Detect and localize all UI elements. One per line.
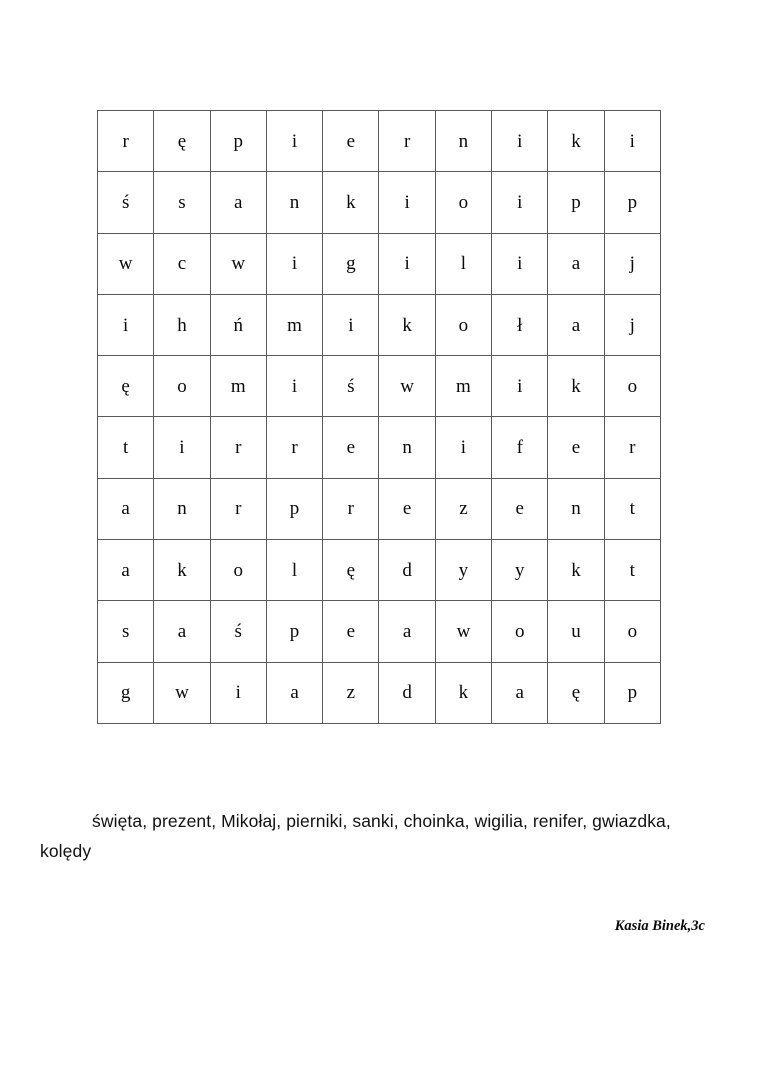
grid-cell[interactable]: r bbox=[210, 478, 266, 539]
grid-cell[interactable]: i bbox=[379, 172, 435, 233]
grid-cell[interactable]: s bbox=[154, 172, 210, 233]
grid-cell[interactable]: i bbox=[604, 111, 660, 172]
grid-cell[interactable]: w bbox=[210, 233, 266, 294]
grid-cell[interactable]: n bbox=[379, 417, 435, 478]
grid-cell[interactable]: a bbox=[548, 294, 604, 355]
grid-cell[interactable]: i bbox=[210, 662, 266, 723]
grid-cell[interactable]: e bbox=[323, 601, 379, 662]
grid-row bbox=[98, 172, 661, 233]
grid-cell[interactable]: n bbox=[266, 172, 322, 233]
grid-cell[interactable]: o bbox=[435, 294, 491, 355]
grid-cell[interactable]: a bbox=[98, 540, 154, 601]
grid-cell[interactable]: k bbox=[323, 172, 379, 233]
grid-cell[interactable]: ę bbox=[548, 662, 604, 723]
grid-cell[interactable]: j bbox=[604, 233, 660, 294]
grid-row bbox=[98, 662, 661, 723]
grid-row bbox=[98, 356, 661, 417]
grid-cell[interactable]: e bbox=[323, 417, 379, 478]
grid-cell[interactable]: i bbox=[154, 417, 210, 478]
grid-cell[interactable]: l bbox=[435, 233, 491, 294]
grid-cell[interactable]: a bbox=[98, 478, 154, 539]
grid-cell[interactable]: k bbox=[548, 111, 604, 172]
grid-cell[interactable]: a bbox=[492, 662, 548, 723]
grid-cell[interactable]: t bbox=[604, 540, 660, 601]
grid-cell[interactable]: w bbox=[154, 662, 210, 723]
grid-cell[interactable]: ń bbox=[210, 294, 266, 355]
grid-cell[interactable]: a bbox=[154, 601, 210, 662]
grid-cell[interactable]: n bbox=[548, 478, 604, 539]
grid-cell[interactable]: i bbox=[323, 294, 379, 355]
grid-cell[interactable]: k bbox=[154, 540, 210, 601]
grid-cell[interactable]: ś bbox=[210, 601, 266, 662]
grid-cell[interactable]: u bbox=[548, 601, 604, 662]
grid-cell[interactable]: t bbox=[604, 478, 660, 539]
grid-cell[interactable]: p bbox=[266, 478, 322, 539]
word-list: święta, prezent, Mikołaj, pierniki, sanki, choinka, wigilia, renifer, gwiazdka, kolędy bbox=[40, 811, 671, 862]
grid-cell[interactable]: g bbox=[323, 233, 379, 294]
grid-cell[interactable]: z bbox=[323, 662, 379, 723]
grid-cell[interactable]: r bbox=[323, 478, 379, 539]
grid-cell[interactable]: a bbox=[266, 662, 322, 723]
grid-cell[interactable]: p bbox=[210, 111, 266, 172]
grid-row bbox=[98, 478, 661, 539]
grid-cell[interactable]: n bbox=[435, 111, 491, 172]
grid-cell[interactable]: e bbox=[323, 111, 379, 172]
grid-cell[interactable]: s bbox=[98, 601, 154, 662]
grid-cell[interactable]: i bbox=[492, 233, 548, 294]
grid-cell[interactable]: i bbox=[266, 111, 322, 172]
grid-cell[interactable]: p bbox=[604, 172, 660, 233]
grid-cell[interactable]: y bbox=[492, 540, 548, 601]
grid-cell[interactable]: k bbox=[548, 356, 604, 417]
grid-cell[interactable]: o bbox=[210, 540, 266, 601]
grid-cell[interactable]: i bbox=[266, 356, 322, 417]
grid-cell[interactable]: o bbox=[604, 601, 660, 662]
author-signature: Kasia Binek,3c bbox=[614, 918, 705, 934]
grid-row bbox=[98, 601, 661, 662]
grid-cell[interactable]: ś bbox=[98, 172, 154, 233]
grid-cell[interactable]: o bbox=[154, 356, 210, 417]
grid-cell[interactable]: k bbox=[548, 540, 604, 601]
grid-row bbox=[98, 294, 661, 355]
grid-cell[interactable]: i bbox=[266, 233, 322, 294]
grid-cell[interactable]: ę bbox=[98, 356, 154, 417]
grid-cell[interactable]: j bbox=[604, 294, 660, 355]
grid-cell[interactable]: w bbox=[435, 601, 491, 662]
grid-cell[interactable]: ę bbox=[154, 111, 210, 172]
grid-cell[interactable]: e bbox=[548, 417, 604, 478]
grid-cell[interactable]: i bbox=[379, 233, 435, 294]
grid-cell[interactable]: r bbox=[266, 417, 322, 478]
grid-row bbox=[98, 111, 661, 172]
grid-cell[interactable]: r bbox=[379, 111, 435, 172]
grid-cell[interactable]: t bbox=[98, 417, 154, 478]
grid-cell[interactable]: w bbox=[98, 233, 154, 294]
grid-cell[interactable]: p bbox=[604, 662, 660, 723]
grid-cell[interactable]: e bbox=[379, 478, 435, 539]
grid-cell[interactable]: m bbox=[266, 294, 322, 355]
grid-cell[interactable]: k bbox=[435, 662, 491, 723]
grid-cell[interactable]: o bbox=[435, 172, 491, 233]
grid-cell[interactable]: k bbox=[379, 294, 435, 355]
grid-cell[interactable]: n bbox=[154, 478, 210, 539]
grid-cell[interactable]: c bbox=[154, 233, 210, 294]
grid-cell[interactable]: g bbox=[98, 662, 154, 723]
word-search-grid bbox=[97, 110, 650, 713]
grid-cell[interactable]: p bbox=[548, 172, 604, 233]
grid-cell[interactable]: d bbox=[379, 540, 435, 601]
word-search-table bbox=[97, 110, 661, 724]
grid-cell[interactable]: i bbox=[492, 172, 548, 233]
grid-cell[interactable]: m bbox=[210, 356, 266, 417]
grid-cell[interactable]: e bbox=[492, 478, 548, 539]
grid-cell[interactable]: o bbox=[492, 601, 548, 662]
grid-row bbox=[98, 417, 661, 478]
grid-cell[interactable]: l bbox=[266, 540, 322, 601]
grid-row bbox=[98, 540, 661, 601]
word-search-table-body bbox=[98, 111, 661, 724]
grid-cell[interactable]: ś bbox=[323, 356, 379, 417]
grid-cell[interactable]: z bbox=[435, 478, 491, 539]
grid-cell[interactable]: r bbox=[210, 417, 266, 478]
grid-cell[interactable]: ę bbox=[323, 540, 379, 601]
grid-cell[interactable]: a bbox=[548, 233, 604, 294]
grid-cell[interactable]: i bbox=[98, 294, 154, 355]
grid-cell[interactable]: i bbox=[492, 111, 548, 172]
grid-row bbox=[98, 233, 661, 294]
grid-cell[interactable]: i bbox=[435, 417, 491, 478]
grid-cell[interactable]: y bbox=[435, 540, 491, 601]
grid-cell[interactable]: r bbox=[98, 111, 154, 172]
grid-cell[interactable]: p bbox=[266, 601, 322, 662]
grid-cell[interactable]: a bbox=[379, 601, 435, 662]
grid-cell[interactable]: d bbox=[379, 662, 435, 723]
grid-cell[interactable]: m bbox=[435, 356, 491, 417]
grid-cell[interactable]: ł bbox=[492, 294, 548, 355]
grid-cell[interactable]: r bbox=[604, 417, 660, 478]
grid-cell[interactable]: f bbox=[492, 417, 548, 478]
grid-cell[interactable]: o bbox=[604, 356, 660, 417]
grid-cell[interactable]: h bbox=[154, 294, 210, 355]
grid-cell[interactable]: i bbox=[492, 356, 548, 417]
grid-cell[interactable]: w bbox=[379, 356, 435, 417]
grid-cell[interactable]: a bbox=[210, 172, 266, 233]
